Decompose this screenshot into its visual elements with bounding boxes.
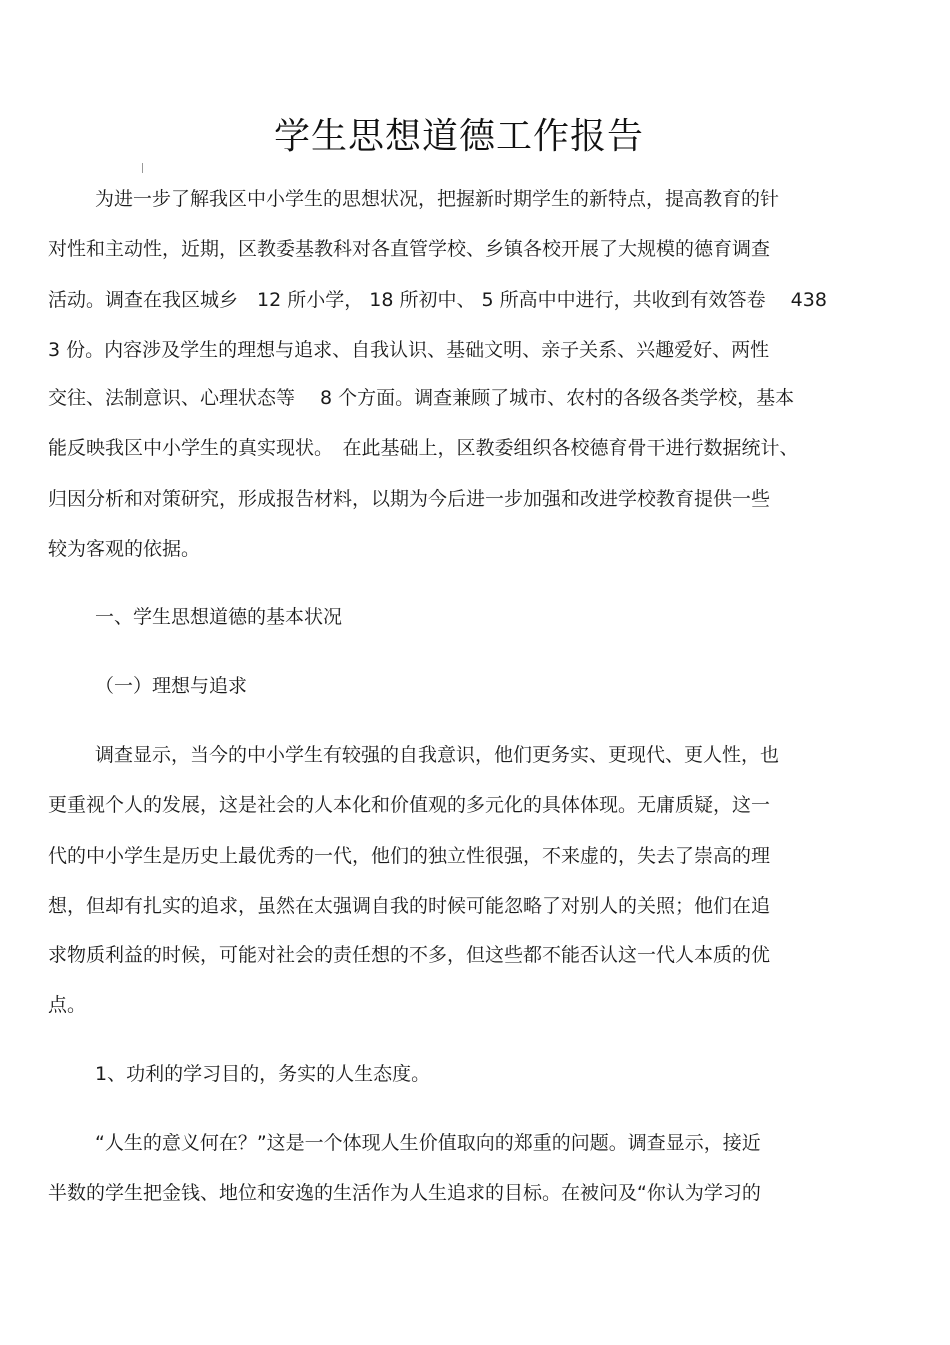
para2-line-4: 想，但却有扎实的追求，虽然在太强调自我的时候可能忽略了对别人的关照；他们在追	[48, 895, 771, 917]
item-heading: 1、功利的学习目的，务实的人生态度。	[95, 1063, 431, 1085]
para2-line-6: 点。	[48, 994, 87, 1016]
intro-line-4: 3 份。内容涉及学生的理想与追求、自我认识、基础文明、亲子关系、兴趣爱好、两性	[48, 339, 770, 361]
subsection-heading: （一）理想与追求	[95, 675, 248, 697]
para2-line-5: 求物质利益的时候，可能对社会的责任想的不多，但这些都不能否认这一代人本质的优	[48, 944, 771, 966]
para3-line-2: 半数的学生把金钱、地位和安逸的生活作为人生追求的目标。在被问及“你认为学习的	[48, 1182, 761, 1204]
intro-line-7: 归因分析和对策研究，形成报告材料，以期为今后进一步加强和改进学校教育提供一些	[48, 488, 771, 510]
para2-line-3: 代的中小学生是历史上最优秀的一代，他们的独立性很强，不来虚的，失去了崇高的理	[48, 845, 771, 867]
page-title: 学生思想道德工作报告	[273, 116, 644, 157]
section-heading: 一、学生思想道德的基本状况	[95, 606, 343, 628]
intro-line-1: 为进一步了解我区中小学生的思想状况，把握新时期学生的新特点，提高教育的针	[95, 188, 780, 210]
para2-line-1: 调查显示，当今的中小学生有较强的自我意识，他们更务实、更现代、更人性，也	[95, 744, 780, 766]
intro-line-2: 对性和主动性，近期，区教委基教科对各直管学校、乡镇各校开展了大规模的德育调查	[48, 238, 771, 260]
intro-line-8: 较为客观的依据。	[48, 538, 201, 560]
intro-line-5: 交往、法制意识、心理状态等 8 个方面。调查兼顾了城市、农村的各级各类学校，基本	[48, 387, 795, 409]
para2-line-2: 更重视个人的发展，这是社会的人本化和价值观的多元化的具体体现。无庸质疑，这一	[48, 794, 771, 816]
intro-line-3: 活动。调查在我区城乡 12 所小学， 18 所初中、 5 所高中中进行，共收到有效答卷 438	[48, 289, 827, 311]
para3-line-1: “人生的意义何在？”这是一个体现人生价值取向的郑重的问题。调查显示，接近	[95, 1132, 761, 1154]
intro-line-6: 能反映我区中小学生的真实现状。 在此基础上，区教委组织各校德育骨干进行数据统计、	[48, 437, 799, 459]
margin-mark	[142, 163, 143, 173]
